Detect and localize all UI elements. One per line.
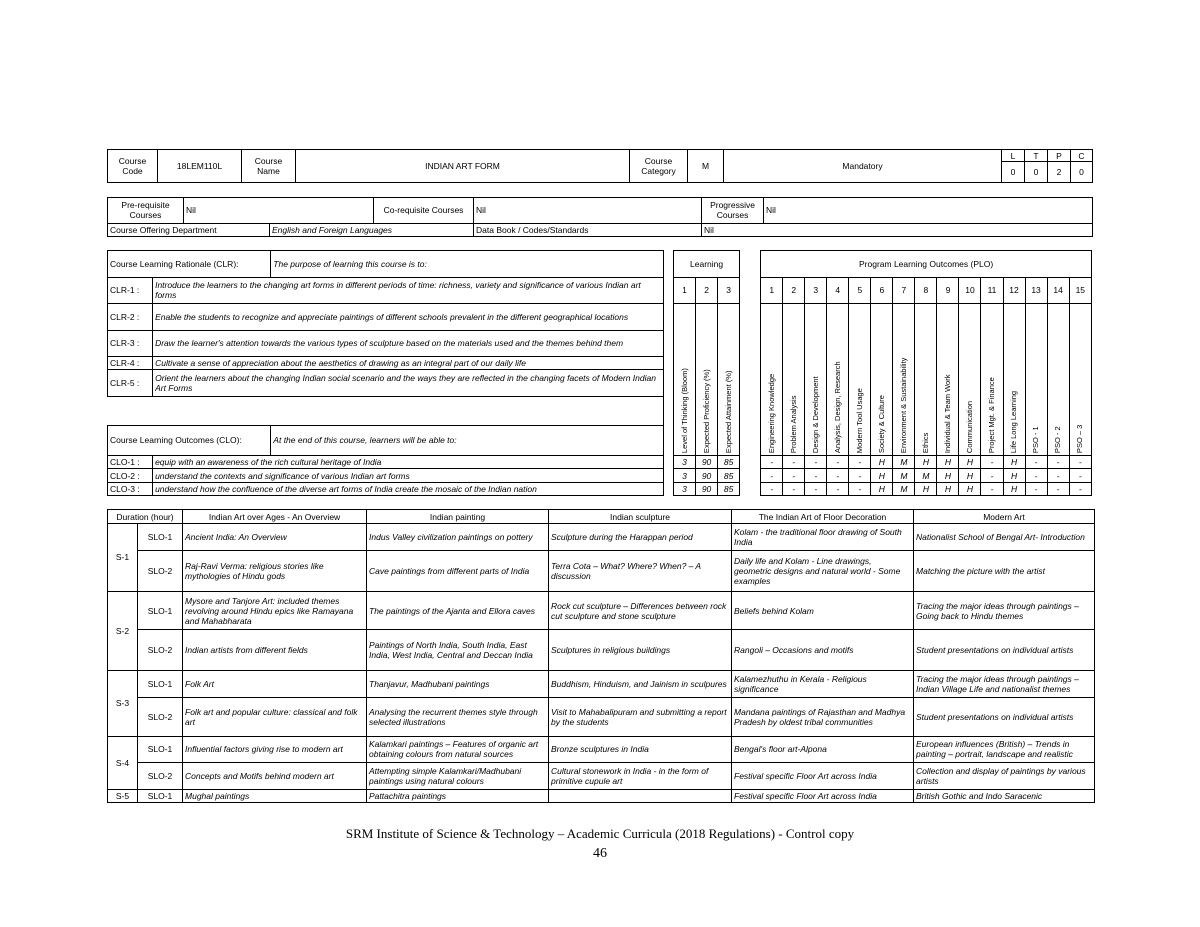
plo-col-number: 7: [893, 277, 915, 304]
clo-plo-value: -: [1025, 469, 1047, 482]
plo-col-number: 4: [827, 277, 849, 304]
schedule-row: [108, 789, 1095, 802]
clo-text: understand the contexts and significance of various Indian art forms: [153, 469, 664, 482]
ltpc-value: 0: [1025, 162, 1048, 183]
ltpc-label: C: [1071, 150, 1093, 162]
clo-plo-value: H: [937, 482, 959, 495]
department-label: Course Offering Department: [108, 223, 270, 236]
clo-plo-value: -: [827, 482, 849, 495]
schedule-cell: Visit to Mahabalipuram and submitting a report by the students: [549, 697, 732, 736]
schedule-cell: Bronze sculptures in India: [549, 736, 732, 763]
clo-plo-value: M: [893, 456, 915, 469]
clo-plo-value: -: [805, 482, 827, 495]
learning-col-number: 1: [674, 277, 696, 304]
clo-learning-value: 90: [696, 469, 718, 482]
plo-col-label: PSO – 3: [1069, 304, 1091, 456]
schedule-cell: Terra Cota – What? Where? When? – A discussion: [549, 550, 732, 591]
clo-plo-value: H: [937, 469, 959, 482]
slo-id: SLO-2: [138, 550, 183, 591]
course-name-label: Course Name: [242, 150, 296, 183]
spacer-cell: [108, 396, 664, 425]
schedule-cell: Tracing the major ideas through paintings – Going back to Hindu themes: [914, 591, 1095, 630]
learning-col-number: 3: [718, 277, 740, 304]
schedule-cell: Mughal paintings: [183, 789, 367, 802]
schedule-cell: Cultural stonework in India - in the form of primitive cupule art: [549, 763, 732, 790]
schedule-cell: Sculptures in religious buildings: [549, 630, 732, 671]
schedule-row: [108, 550, 1095, 591]
clr-text: Draw the learner's attention towards the various types of sculpture based on the materials used and the themes behind them: [153, 330, 664, 357]
clo-plo-value: -: [1025, 456, 1047, 469]
clo-learning-value: 3: [674, 469, 696, 482]
clo-plo-value: -: [981, 469, 1003, 482]
clo-plo-value: H: [1003, 469, 1025, 482]
plo-col-label: Individual & Team Work: [937, 304, 959, 456]
clo-plo-value: -: [1069, 469, 1091, 482]
clo-plo-value: -: [805, 469, 827, 482]
schedule-header: Duration (hour): [108, 510, 183, 524]
clr-text: Introduce the learners to the changing art forms in different periods of time: richness, variety and significance of various Indian art forms: [153, 277, 664, 304]
clo-plo-value: H: [959, 456, 981, 469]
schedule-cell: European influences (British) – Trends in painting – portrait, landscape and realistic: [914, 736, 1095, 763]
plo-col-number: 11: [981, 277, 1003, 304]
clr-id: CLR-1 :: [108, 277, 153, 304]
plo-col-number: 2: [783, 277, 805, 304]
clo-plo-value: -: [805, 456, 827, 469]
schedule-cell: Beliefs behind Kolam: [732, 591, 914, 630]
course-code: 18LEM110L: [158, 150, 242, 183]
clr-heading: Course Learning Rationale (CLR):: [108, 251, 271, 278]
session-id: S-1: [108, 524, 138, 591]
clo-plo-value: -: [1047, 482, 1069, 495]
clr-text: Cultivate a sense of appreciation about the aesthetics of drawing as an integral part of our daily life: [153, 357, 664, 370]
learning-col-label: Level of Thinking (Bloom): [674, 304, 696, 456]
clo-plo-value: -: [1069, 482, 1091, 495]
plo-heading: Program Learning Outcomes (PLO): [761, 251, 1092, 278]
schedule-cell: Attempting simple Kalamkari/Madhubani paintings using natural colours: [367, 763, 549, 790]
ltpc-value: 0: [1002, 162, 1025, 183]
plo-col-number: 14: [1047, 277, 1069, 304]
slo-id: SLO-1: [138, 789, 183, 802]
clo-learning-value: 85: [718, 456, 740, 469]
schedule-cell: Kolam - the traditional floor drawing of South India: [732, 524, 914, 551]
clo-plo-value: -: [849, 456, 871, 469]
clo-plo-value: H: [1003, 456, 1025, 469]
clo-plo-value: -: [783, 482, 805, 495]
plo-col-number: 13: [1025, 277, 1047, 304]
clo-learning-value: 85: [718, 482, 740, 495]
clo-plo-value: -: [761, 469, 783, 482]
ltpc-value: 0: [1071, 162, 1093, 183]
schedule-cell: Festival specific Floor Art across India: [732, 789, 914, 802]
clo-plo-value: -: [1047, 456, 1069, 469]
schedule-row: [108, 630, 1095, 671]
schedule-cell: Rangoli – Occasions and motifs: [732, 630, 914, 671]
clo-text: understand how the confluence of the diverse art forms of India create the mosaic of the Indian nation: [153, 482, 664, 495]
clo-plo-value: H: [937, 456, 959, 469]
page-number: 46: [593, 846, 607, 861]
clr-id: CLR-5 :: [108, 370, 153, 397]
plo-col-label: PSO - 2: [1047, 304, 1069, 456]
schedule-cell: Pattachitra paintings: [367, 789, 549, 802]
clo-plo-value: M: [893, 469, 915, 482]
schedule-cell: Paintings of North India, South India, East India, West India, Central and Deccan India: [367, 630, 549, 671]
slo-id: SLO-2: [138, 763, 183, 790]
slo-id: SLO-2: [138, 630, 183, 671]
footer-text: SRM Institute of Science & Technology – Academic Curricula (2018 Regulations) - Control copy: [345, 826, 855, 841]
schedule-cell: Buddhism, Hinduism, and Jainism in sculpures: [549, 671, 732, 698]
schedule-cell: Nationalist School of Bengal Art- Introduction: [914, 524, 1095, 551]
clo-plo-value: M: [893, 482, 915, 495]
schedule-cell: The paintings of the Ajanta and Ellora caves: [367, 591, 549, 630]
progressive-value: Nil: [764, 198, 1093, 224]
schedule-row: [108, 736, 1095, 763]
plo-col-number: 3: [805, 277, 827, 304]
course-header-table: [107, 149, 1093, 183]
slo-id: SLO-1: [138, 591, 183, 630]
schedule-cell: Bengal's floor art-Alpona: [732, 736, 914, 763]
clo-plo-value: -: [783, 469, 805, 482]
schedule-cell: Influential factors giving rise to modern art: [183, 736, 367, 763]
slo-id: SLO-1: [138, 736, 183, 763]
schedule-cell: Raj-Ravi Verma: religious stories like mythologies of Hindu gods: [183, 550, 367, 591]
prerequisite-table: [107, 197, 1093, 237]
clo-plo-value: -: [827, 469, 849, 482]
category-description: Mandatory: [724, 150, 1002, 183]
schedule-cell: Collection and display of paintings by various artists: [914, 763, 1095, 790]
plo-col-label: Life Long Learning: [1003, 304, 1025, 456]
clo-learning-value: 3: [674, 482, 696, 495]
plo-col-number: 5: [849, 277, 871, 304]
clo-learning-value: 3: [674, 456, 696, 469]
department-value: English and Foreign Languages: [270, 223, 474, 236]
learning-col-label: Expected Attainment (%): [718, 304, 740, 456]
course-name: INDIAN ART FORM: [296, 150, 630, 183]
schedule-cell: Mysore and Tanjore Art: included themes revolving around Hindu epics like Ramayana and Mahabharata: [183, 591, 367, 630]
progressive-label: Progressive Courses: [702, 198, 764, 224]
clr-id: CLR-4 :: [108, 357, 153, 370]
clo-plo-value: H: [871, 469, 893, 482]
schedule-cell: Indus Valley civilization paintings on pottery: [367, 524, 549, 551]
clo-plo-value: H: [1003, 482, 1025, 495]
schedule-header: Indian sculpture: [549, 510, 732, 524]
plo-col-label: Problem Analysis: [783, 304, 805, 456]
schedule-cell: Kalamezhuthu in Kerala - Religious significance: [732, 671, 914, 698]
schedule-cell: Rock cut sculpture – Differences between rock cut sculpture and stone sculpture: [549, 591, 732, 630]
plo-col-label: Project Mgt. & Finance: [981, 304, 1003, 456]
schedule-row: [108, 591, 1095, 630]
plo-col-label: Environment & Sustainability: [893, 304, 915, 456]
corequisite-label: Co-requisite Courses: [374, 198, 474, 224]
corequisite-value: Nil: [474, 198, 702, 224]
clo-plo-value: -: [981, 482, 1003, 495]
plo-col-number: 9: [937, 277, 959, 304]
schedule-cell: Matching the picture with the artist: [914, 550, 1095, 591]
clr-text: Enable the students to recognize and appreciate paintings of different schools prevalent in the different geographical locations: [153, 304, 664, 331]
clr-id: CLR-2 :: [108, 304, 153, 331]
schedule-cell: Ancient India: An Overview: [183, 524, 367, 551]
schedule-cell: Thanjavur, Madhubani paintings: [367, 671, 549, 698]
clo-id: CLO-2 :: [108, 469, 153, 482]
schedule-header: Modern Art: [914, 510, 1095, 524]
learning-col-number: 2: [696, 277, 718, 304]
schedule-cell: Folk art and popular culture: classical and folk art: [183, 697, 367, 736]
schedule-cell: Analysing the recurrent themes style through selected illustrations: [367, 697, 549, 736]
clo-plo-value: M: [915, 469, 937, 482]
course-category-label: Course Category: [630, 150, 688, 183]
schedule-cell: Student presentations on individual artists: [914, 697, 1095, 736]
plo-col-label: Design & Development: [805, 304, 827, 456]
ltpc-value: 2: [1048, 162, 1071, 183]
schedule-cell: Student presentations on individual artists: [914, 630, 1095, 671]
ltpc-label: T: [1025, 150, 1048, 162]
plo-col-label: Modern Tool Usage: [849, 304, 871, 456]
schedule-header: Indian painting: [367, 510, 549, 524]
clo-learning-value: 85: [718, 469, 740, 482]
ltpc-label: P: [1048, 150, 1071, 162]
plo-col-number: 1: [761, 277, 783, 304]
session-id: S-5: [108, 789, 138, 802]
plo-col-label: Ethics: [915, 304, 937, 456]
schedule-cell: Folk Art: [183, 671, 367, 698]
learning-heading: Learning: [674, 251, 740, 278]
schedule-cell: Kalamkari paintings – Features of organic art obtaining colours from natural sources: [367, 736, 549, 763]
learning-col-label: Expected Proficiency (%): [696, 304, 718, 456]
clo-plo-value: -: [849, 469, 871, 482]
schedule-cell: Sculpture during the Harappan period: [549, 524, 732, 551]
schedule-row: [108, 671, 1095, 698]
schedule-cell: Indian artists from different fields: [183, 630, 367, 671]
plo-col-label: Engineering Knowledge: [761, 304, 783, 456]
ltpc-label: L: [1002, 150, 1025, 162]
clo-plo-value: -: [1069, 456, 1091, 469]
plo-col-label: PSO - 1: [1025, 304, 1047, 456]
slo-id: SLO-1: [138, 671, 183, 698]
schedule-cell: British Gothic and Indo Saracenic: [914, 789, 1095, 802]
clo-plo-value: H: [959, 469, 981, 482]
schedule-header: The Indian Art of Floor Decoration: [732, 510, 914, 524]
schedule-cell: Cave paintings from different parts of India: [367, 550, 549, 591]
clo-plo-value: -: [981, 456, 1003, 469]
plo-col-label: Communication: [959, 304, 981, 456]
clo-plo-value: H: [915, 482, 937, 495]
clo-plo-value: -: [1047, 469, 1069, 482]
plo-col-number: 8: [915, 277, 937, 304]
schedule-cell: Concepts and Motifs behind modern art: [183, 763, 367, 790]
schedule-header: Indian Art over Ages - An Overview: [183, 510, 367, 524]
clo-plo-value: -: [783, 456, 805, 469]
schedule-cell: [549, 789, 732, 802]
clo-plo-value: -: [827, 456, 849, 469]
plo-col-label: Society & Culture: [871, 304, 893, 456]
course-code-label: Course Code: [108, 150, 158, 183]
clo-learning-value: 90: [696, 456, 718, 469]
session-id: S-3: [108, 671, 138, 736]
schedule-cell: Tracing the major ideas through paintings – Indian Village Life and nationalist themes: [914, 671, 1095, 698]
session-id: S-2: [108, 591, 138, 671]
clo-id: CLO-1 :: [108, 456, 153, 469]
clo-plo-value: -: [849, 482, 871, 495]
schedule-cell: Daily life and Kolam - Line drawings, geometric designs and natural world - Some examples: [732, 550, 914, 591]
clo-heading: Course Learning Outcomes (CLO):: [108, 425, 271, 456]
schedule-cell: Festival specific Floor Art across India: [732, 763, 914, 790]
prerequisite-label: Pre-requisite Courses: [108, 198, 184, 224]
schedule-row: [108, 697, 1095, 736]
clo-text: equip with an awareness of the rich cultural heritage of India: [153, 456, 664, 469]
clr-text: Orient the learners about the changing Indian social scenario and the ways they are reflected in the changing facets of Modern Indian Art Forms: [153, 370, 664, 397]
clo-plo-value: -: [761, 456, 783, 469]
plo-col-number: 6: [871, 277, 893, 304]
clo-plo-value: H: [871, 482, 893, 495]
clo-id: CLO-3 :: [108, 482, 153, 495]
clo-intro: At the end of this course, learners will be able to:: [271, 425, 664, 456]
clr-purpose: The purpose of learning this course is to:: [271, 251, 664, 278]
plo-col-number: 10: [959, 277, 981, 304]
plo-col-number: 15: [1069, 277, 1091, 304]
clo-plo-value: -: [1025, 482, 1047, 495]
clo-plo-value: H: [871, 456, 893, 469]
slo-id: SLO-2: [138, 697, 183, 736]
clo-plo-value: -: [761, 482, 783, 495]
schedule-cell: Mandana paintings of Rajasthan and Madhya Pradesh by oldest tribal communities: [732, 697, 914, 736]
schedule-row: [108, 763, 1095, 790]
clo-plo-value: H: [959, 482, 981, 495]
databook-value: Nil: [702, 223, 1093, 236]
course-category: M: [688, 150, 724, 183]
schedule-row: [108, 524, 1095, 551]
session-schedule-table: [107, 509, 1095, 803]
databook-label: Data Book / Codes/Standards: [474, 223, 702, 236]
prerequisite-value: Nil: [184, 198, 374, 224]
clr-id: CLR-3 :: [108, 330, 153, 357]
plo-col-label: Analysis, Design, Research: [827, 304, 849, 456]
slo-id: SLO-1: [138, 524, 183, 551]
clo-learning-value: 90: [696, 482, 718, 495]
plo-col-number: 12: [1003, 277, 1025, 304]
clr-clo-table: [107, 250, 1092, 496]
session-id: S-4: [108, 736, 138, 789]
clo-plo-value: H: [915, 456, 937, 469]
